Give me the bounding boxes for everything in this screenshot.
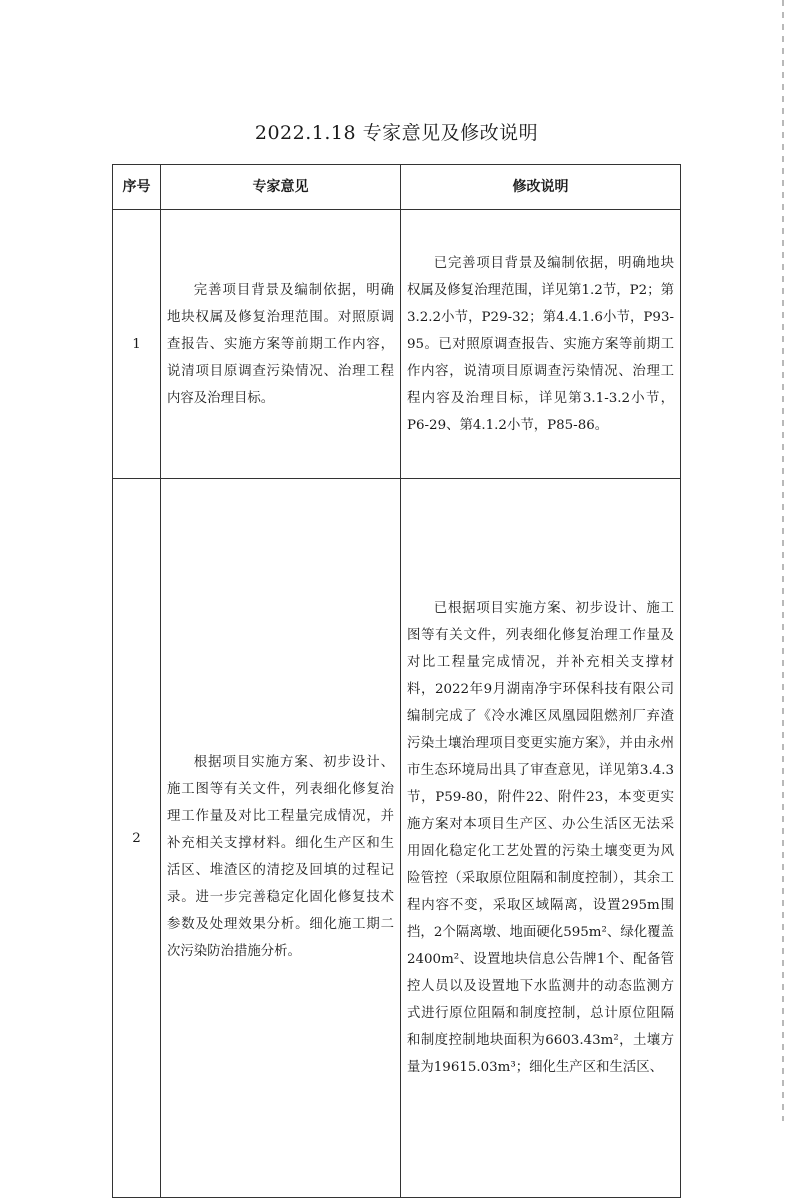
- table-row: [113, 479, 681, 1198]
- page-edge-mark: [782, 0, 784, 1121]
- table-header-row: [113, 165, 681, 210]
- row-note: [401, 479, 681, 1198]
- header-opinion: 专家意见: [161, 165, 401, 210]
- opinion-text: 根据项目实施方案、初步设计、施工图等有关文件，列表细化修复治理工作量及对比工程量完成情况，并补充相关支撑材料。细化生产区和生活区、堆渣区的清挖及回填的过程记录。进一步完善稳定化固化修复技术参数及处理效果分析。细化施工期二次污染防治措施分析。: [167, 755, 394, 959]
- expert-opinion-table: [112, 164, 681, 1198]
- header-note: 修改说明: [401, 165, 681, 210]
- opinion-text: 完善项目背景及编制依据，明确地块权属及修复治理范围。对照原调查报告、实施方案等前期工作内容，说清项目原调查污染情况、治理工程内容及治理目标。: [167, 282, 394, 406]
- note-text: 已根据项目实施方案、初步设计、施工图等有关文件，列表细化修复治理工作量及对比工程量完成情况，并补充相关支撑材料，2022年9月湖南净宇环保科技有限公司编制完成了《冷水滩区凤凰园阻燃剂厂弃渣污染土壤治理项目变更实施方案》，并由永州市生态环境局出具了审查意见，详见第3.4.3节，P59-80，附件22、附件23，本变更实施方案对本项目生产区、办公生活区无法采用固化稳定化工艺处置的污染土壤变更为风险管控（采取原位阻隔和制度控制），其余工程内容不变，采取区域隔离，设置295m围挡，2个隔离墩、地面硬化595m²、绿化覆盖2400m²、设置地块信息公告牌1个、配备管控人员以及设置地下水监测井的动态监测方式进行原位阻隔和制度控制，总计原位阻隔和制度控制地块面积为6603.43m²，土壤方量为19615.03m³；细化生产区和生活区、: [407, 601, 674, 1075]
- note-text: 已完善项目背景及编制依据，明确地块权属及修复治理范围，详见第1.2节，P2；第3.2.2小节，P29-32；第4.4.1.6小节，P93-95。已对照原调查报告、实施方案等前期工作内容，说清项目原调查污染情况、治理工程内容及治理目标，详见第3.1-3.2小节，P6-29、第4.1.2小节，P85-86。: [407, 255, 674, 433]
- table-row: [113, 210, 681, 479]
- row-seq: 1: [113, 210, 161, 479]
- row-opinion: [161, 210, 401, 479]
- row-note: [401, 210, 681, 479]
- header-seq: 序号: [113, 165, 161, 210]
- row-opinion: [161, 479, 401, 1198]
- page-title: 2022.1.18 专家意见及修改说明: [254, 122, 539, 144]
- row-seq: 2: [113, 479, 161, 1198]
